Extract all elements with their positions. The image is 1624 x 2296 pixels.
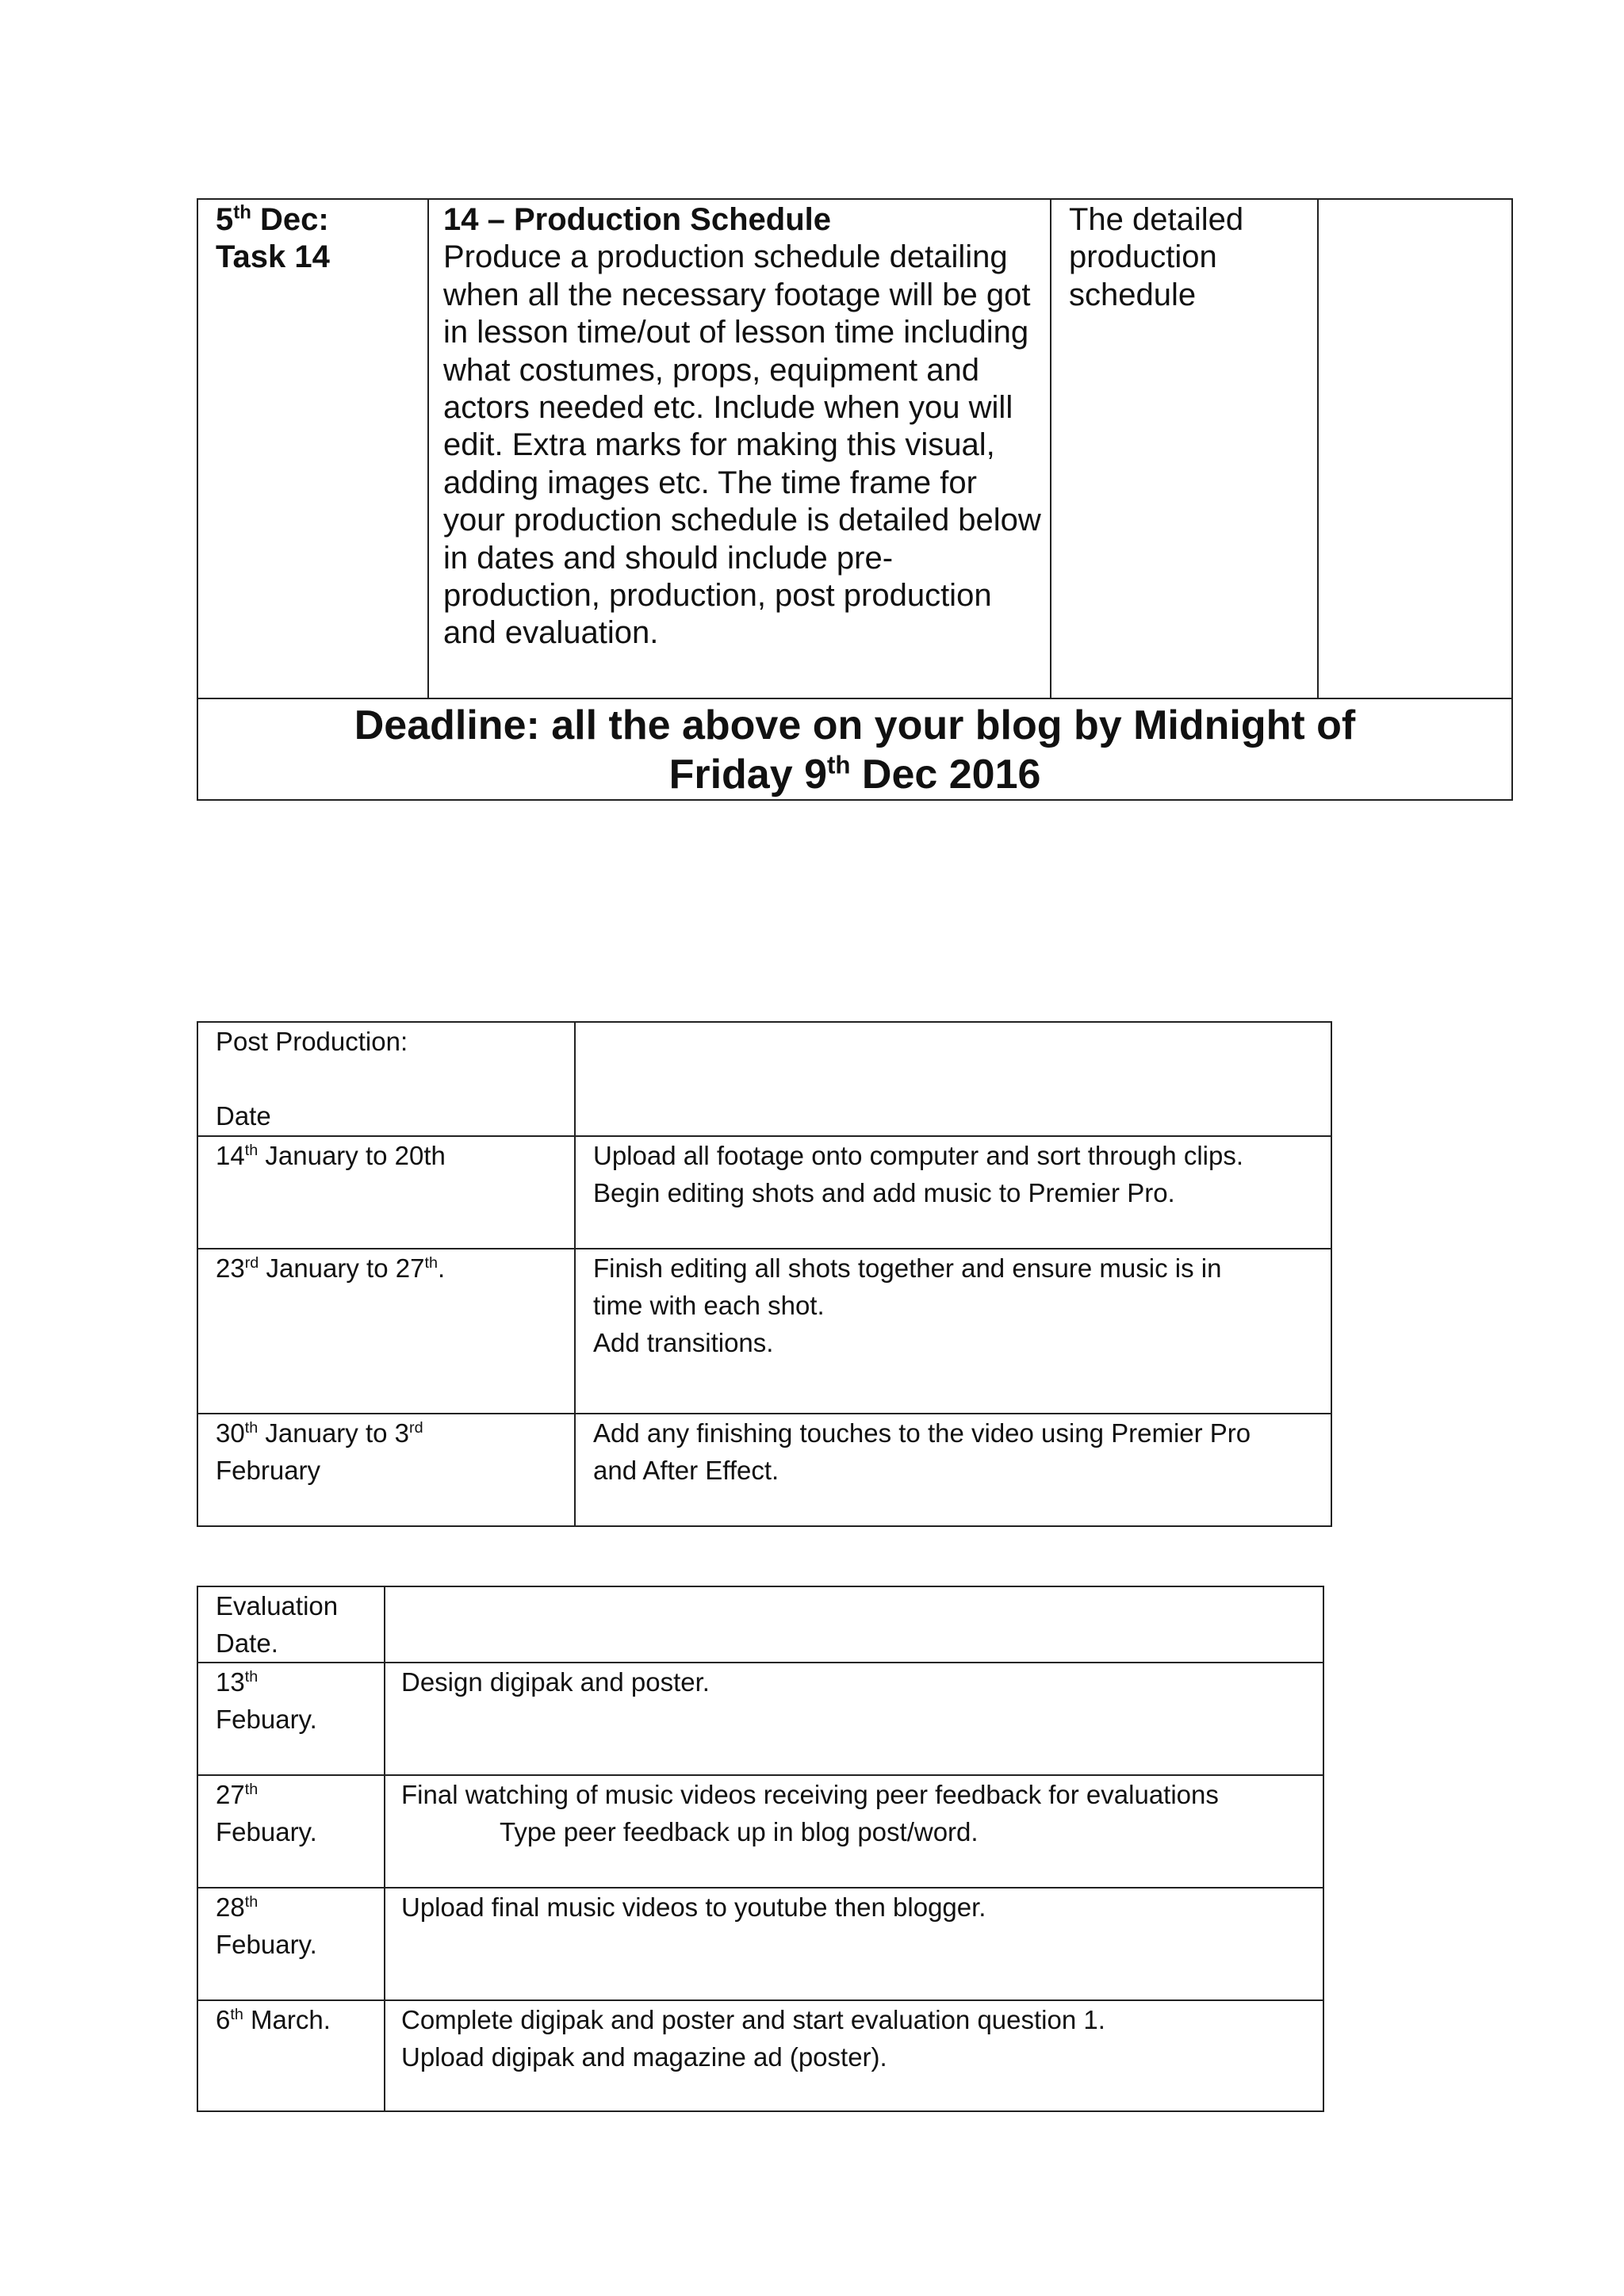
task-date-day: 5 [216,202,234,237]
evaluation-task: Complete digipak and poster and start evaluation question 1. Upload digipak and magazine ad (poster). [385,2000,1323,2111]
evaluation-task: Final watching of music videos receiving peer feedback for evaluations Type peer feedback up in blog post/word. [385,1775,1323,1888]
table-row [197,1249,1331,1414]
evaluation-header-empty [385,1586,1323,1663]
post-production-task: Add any finishing touches to the video using Premier Pro and After Effect. [575,1414,1331,1526]
post-production-heading: Post Production: [216,1027,408,1056]
task-evidence: The detailed production schedule [1069,202,1244,312]
evaluation-date: 28th Febuary. [197,1888,385,2000]
deadline-line1: Deadline: all the above on your blog by Midnight of [354,702,1356,748]
post-production-date: 30th January to 3rd February [197,1414,575,1526]
table-row [197,2000,1323,2111]
evaluation-date: 13th Febuary. [197,1663,385,1775]
table-row [197,1775,1323,1888]
task-description-cell [428,199,1051,698]
post-production-date: 23rd January to 27th. [197,1249,575,1414]
table-row [197,1414,1331,1526]
evaluation-heading: Evaluation [216,1591,339,1621]
evaluation-date: 27th Febuary. [197,1775,385,1888]
evaluation-task: Design digipak and poster. [385,1663,1323,1775]
task-row [197,199,1512,698]
post-production-header-cell [197,1022,575,1136]
task-empty-cell [1318,199,1512,698]
task-evidence-cell [1051,199,1318,698]
evaluation-header-cell [197,1586,385,1663]
deadline-cell [197,698,1512,800]
task-description: Produce a production schedule detailing when all the necessary footage will be got in lesson time/out of lesson time including what costumes, props, equipment and actors needed etc. Include when you will edit. Extra marks for making this visual, adding images etc. The time frame for your production schedule is detailed below in dates and should include pre-production, production, post production and evaluation. [443,239,1041,651]
deadline-suffix: th [827,751,851,779]
evaluation-table [197,1586,1324,2112]
table-row [197,1136,1331,1249]
deadline-month-year: Dec 2016 [850,752,1041,798]
post-production-date-heading: Date [216,1101,271,1131]
post-production-task: Upload all footage onto computer and sort through clips. Begin editing shots and add music to Premier Pro. [575,1136,1331,1249]
task-date-cell [197,199,428,698]
post-production-date: 14th January to 20th [197,1136,575,1249]
evaluation-date-heading: Date. [216,1628,278,1658]
table-row [197,1888,1323,2000]
evaluation-header-row [197,1586,1323,1663]
post-production-header-row [197,1022,1331,1136]
task-date-month: Dec: [251,202,329,237]
post-production-table [197,1021,1332,1527]
table-row [197,1663,1323,1775]
post-production-header-empty [575,1022,1331,1136]
task-title: 14 – Production Schedule [443,202,832,237]
task-date-suffix: th [233,201,251,224]
task-number: Task 14 [216,239,330,275]
deadline-day: Friday 9 [668,752,827,798]
evaluation-date: 6th March. [197,2000,385,2111]
evaluation-task: Upload final music videos to youtube then blogger. [385,1888,1323,2000]
task-table [197,198,1513,801]
deadline-row [197,698,1512,800]
post-production-task: Finish editing all shots together and ensure music is in time with each shot. Add transitions. [575,1249,1331,1414]
